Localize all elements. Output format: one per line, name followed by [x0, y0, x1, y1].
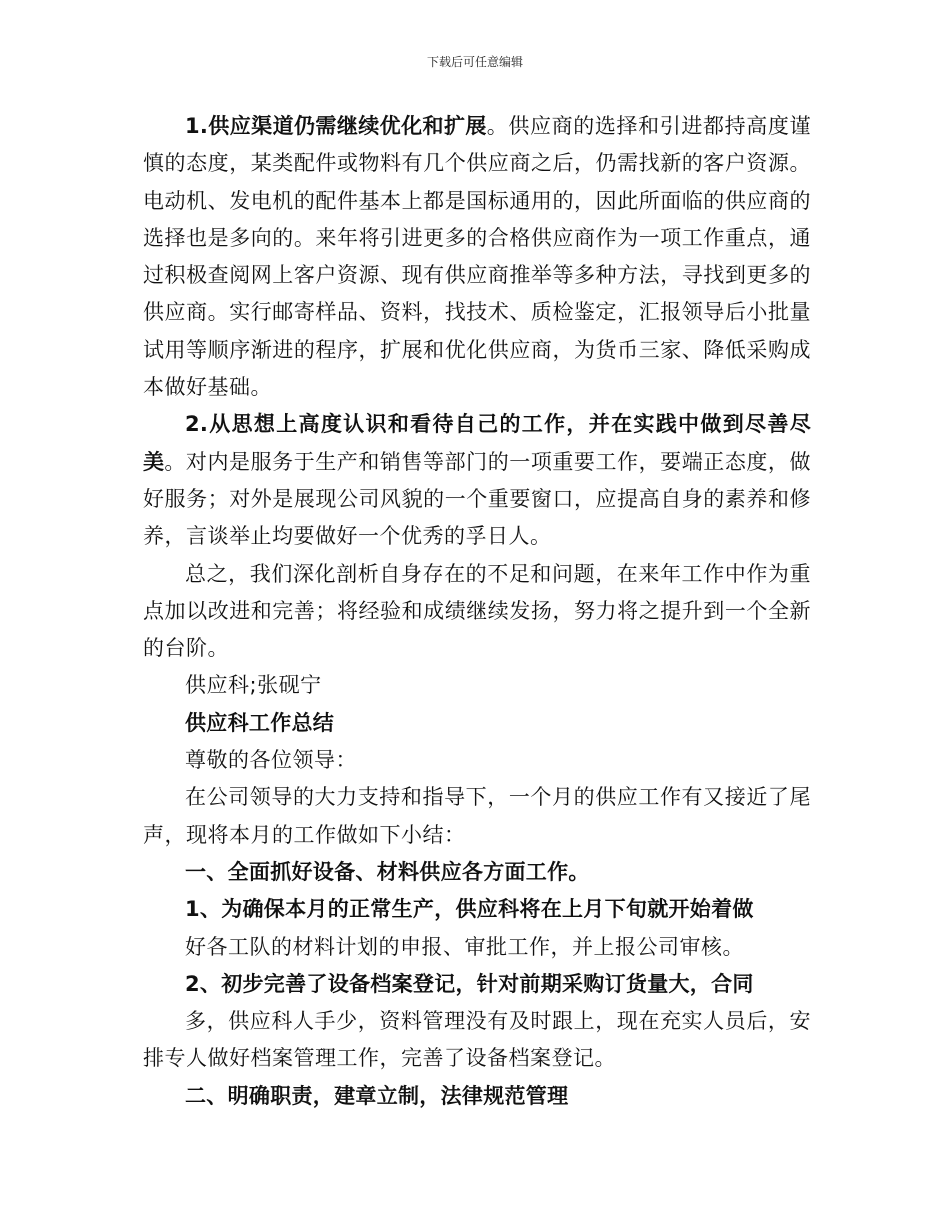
paragraph-intro: 在公司领导的大力支持和指导下，一个月的供应工作有又接近了尾声，现将本月的工作做如下小结： — [143, 785, 811, 847]
salutation: 尊敬的各位领导： — [185, 748, 357, 773]
paragraph-work-attitude — [143, 406, 811, 555]
signature: 供应科;张砚宁 — [185, 673, 322, 698]
paragraph-supply-channels — [143, 108, 811, 406]
paragraph-heading: 1.供应渠道仍需继续优化和扩展 — [185, 114, 487, 138]
page-header-note: 下载后可任意编辑 — [426, 55, 523, 69]
paragraph-text: 。对内是服务于生产和销售等部门的一项重要工作，要端正态度，做好服务；对外是展现公司风貌的一个重要窗口，应提高自身的素养和修养，言谈举止均要做好一个优秀的孚日人。 — [143, 449, 811, 549]
section-heading-2: 二、明确职责，建章立制，法律规范管理 — [185, 1083, 569, 1108]
item-2-heading: 2、初步完善了设备档案登记，针对前期采购订货量大，合同 — [185, 971, 754, 996]
paragraph-heading: 2.从思想上高度认识和看待自己的工作，并在实践中做到尽善尽美 — [143, 412, 811, 474]
item-2-text: 多，供应科人手少，资料管理没有及时跟上，现在充实人员后，安排专人做好档案管理工作，完善了设备档案登记。 — [143, 1009, 811, 1071]
paragraph-conclusion: 总之，我们深化剖析自身存在的不足和问题，在来年工作中作为重点加以改进和完善；将经验和成绩继续发扬，努力将之提升到一个全新的台阶。 — [143, 561, 811, 661]
document-body — [143, 108, 811, 1115]
document-title: 供应科工作总结 — [185, 710, 335, 735]
item-1-text: 好各工队的材料计划的申报、审批工作，并上报公司审核。 — [185, 934, 744, 959]
section-heading-1: 一、全面抓好设备、材料供应各方面工作。 — [185, 859, 590, 884]
item-1-heading: 1、为确保本月的正常生产，供应科将在上月下旬就开始着做 — [185, 897, 754, 922]
paragraph-text: 。供应商的选择和引进都持高度谨慎的态度，某类配件或物料有几个供应商之后，仍需找新的客户资源。电动机、发电机的配件基本上都是国标通用的，因此所面临的供应商的选择也是多向的。来年将引进更多的合格供应商作为一项工作重点，通过积极查阅网上客户资源、现有供应商推举等多种方法，寻找到更多的供应商。实行邮寄样品、资料，找技术、质检鉴定，汇报领导后小批量试用等顺序渐进的程序，扩展和优化供应商，为货币三家、降低采购成本做好基础。 — [143, 114, 811, 400]
